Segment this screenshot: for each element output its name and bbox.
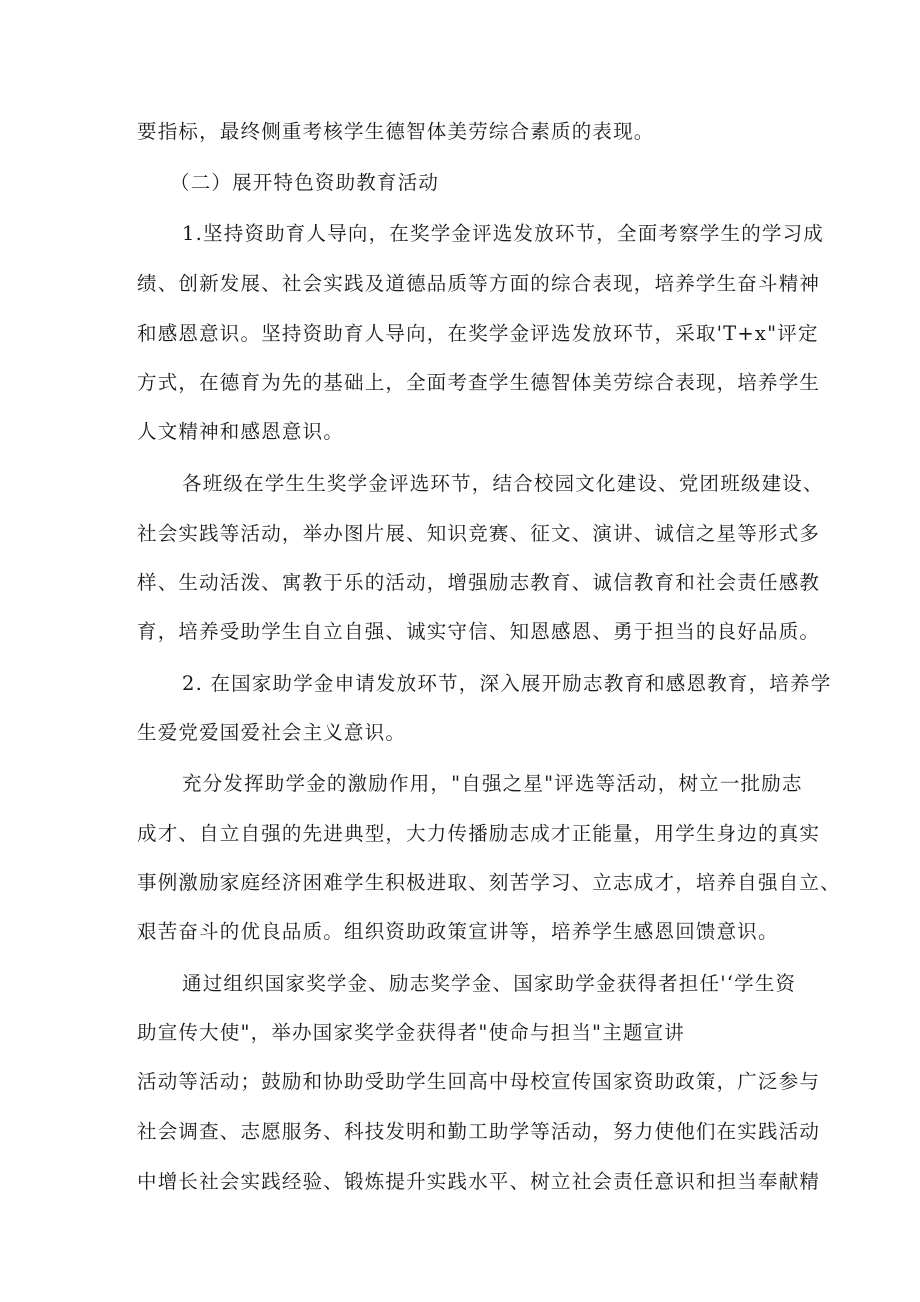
text-line-12: 2. 在国家助学金申请发放环节，深入展开励志教育和感恩教育，培养学 bbox=[182, 672, 832, 695]
text-line-15: 成才、自立自强的先进典型，大力传播励志成才正能量，用学生身边的真实 bbox=[137, 822, 821, 845]
text-line-9: 社会实践等活动，举办图片展、知识竞赛、征文、演讲、诚信之星等形式多 bbox=[137, 522, 821, 545]
section-heading: （二）展开特色资助教育活动 bbox=[170, 171, 440, 194]
text-line-20: 活动等活动；鼓励和协助受助学生回高中母校宣传国家资助政策，广泛参与 bbox=[137, 1070, 821, 1093]
text-line-5: 和感恩意识。坚持资助育人导向，在奖学金评选发放环节，采取'T+x"评定 bbox=[137, 322, 819, 345]
text-line-17: 艰苦奋斗的优良品质。组织资助政策宣讲等，培养学生感恩回馈意识。 bbox=[137, 920, 779, 943]
text-line-8: 各班级在学生生奖学金评选环节，结合校园文化建设、党团班级建设、 bbox=[182, 472, 824, 495]
text-line-14: 充分发挥助学金的激励作用，"自强之星"评选等活动，树立一批励志 bbox=[182, 772, 803, 795]
text-line-4: 绩、创新发展、社会实践及道德品质等方面的综合表现，培养学生奋斗精神 bbox=[137, 272, 821, 295]
text-line-1: 要指标，最终侧重考核学生德智体美劳综合素质的表现。 bbox=[137, 120, 655, 143]
text-line-21: 社会调查、志愿服务、科技发明和勤工助学等活动，努力使他们在实践活动 bbox=[137, 1120, 821, 1143]
text-line-7: 人文精神和感恩意识。 bbox=[137, 420, 345, 443]
text-line-10: 样、生动活泼、寓教于乐的活动，增强励志教育、诚信教育和社会责任感教 bbox=[137, 571, 821, 594]
text-line-22: 中增长社会实践经验、锻炼提升实践水平、树立社会责任意识和担当奉献精 bbox=[137, 1170, 821, 1193]
text-line-13: 生爱党爱国爱社会主义意识。 bbox=[137, 721, 407, 744]
text-line-19: 助宣传大使"，举办国家奖学金获得者"使命与担当"主题宣讲 bbox=[137, 1021, 686, 1044]
text-line-6: 方式，在德育为先的基础上，全面考查学生德智体美劳综合表现，培养学生 bbox=[137, 371, 821, 394]
text-line-18: 通过组织国家奖学金、励志奖学金、国家助学金获得者担任'‘学生资 bbox=[182, 972, 797, 995]
text-line-11: 育，培养受助学生自立自强、诚实守信、知恩感恩、勇于担当的良好品质。 bbox=[137, 620, 821, 643]
text-line-16: 事例激励家庭经济困难学生积极进取、刻苦学习、立志成才，培养自强自立、 bbox=[137, 871, 841, 894]
text-line-3: 1.坚持资助育人导向，在奖学金评选发放环节，全面考察学生的学习成 bbox=[182, 222, 825, 245]
